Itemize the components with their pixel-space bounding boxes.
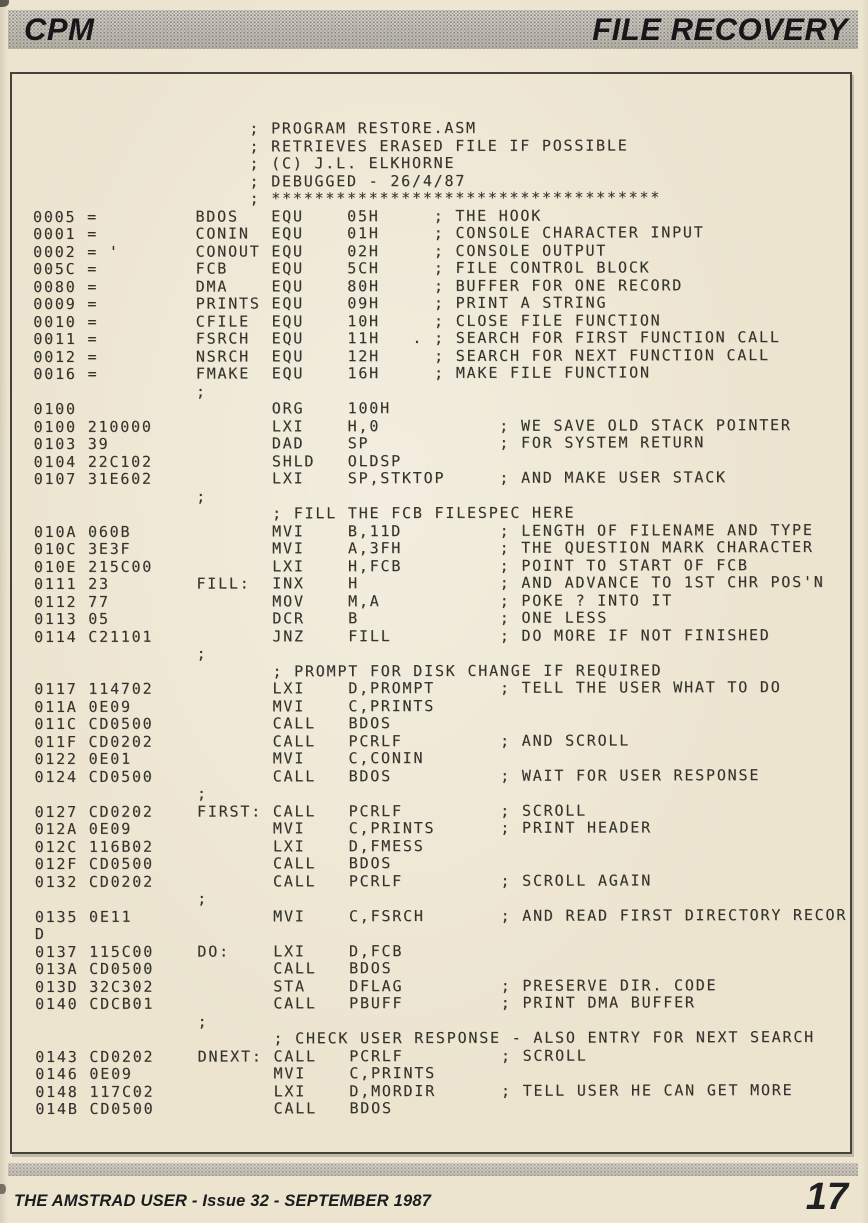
page-title-file-recovery: FILE RECOVERY (592, 11, 848, 48)
page-number: 17 (805, 1176, 848, 1218)
assembly-listing: ; PROGRAM RESTORE.ASM ; RETRIEVES ERASED FILE IF POSSIBLE ; (C) J.L. ELKHORNE ; DEBUGGED - 26/4/87 ; ************************************ 0005 = BDOS EQU 05H ; THE HOOK 0001 = CONIN EQU 01H ; CONSOLE CHARACTER INPUT 0002 = ' CONOUT EQU 02H ; CONSOLE OUTPUT 005C = FCB EQU 5CH ; FILE CONTROL BLOCK 0080 = DMA EQU 80H ; BUFFER FOR ONE RECORD 0009 = PRINTS EQU 09H ; PRINT A STRING 0010 = CFILE EQU 10H ; CLOSE FILE FUNCTION 0011 = FSRCH EQU 11H . ; SEARCH FOR FIRST FUNCTION CALL 0012 = NSRCH EQU 12H ; SEARCH FOR NEXT FUNCTION CALL 0016 = FMAKE EQU 16H ; MAKE FILE FUNCTION ; 0100 ORG 100H 0100 210000 LXI H,0 ; WE SAVE OLD STACK POINTER 0103 39 DAD SP ; FOR SYSTEM RETURN 0104 22C102 SHLD OLDSP 0107 31E602 LXI SP,STKTOP ; AND MAKE USER STACK ; ; FILL THE FCB FILESPEC HERE 010A 060B MVI B,11D ; LENGTH OF FILENAME AND TYPE 010C 3E3F MVI A,3FH ; THE QUESTION MARK CHARACTER 010E 215C00 LXI H,FCB ; POINT TO START OF FCB 0111 23 FILL: INX H ; AND ADVANCE TO 1ST CHR POS'N 0112 77 MOV M,A ; POKE ? INTO IT 0113 05 DCR B ; ONE LESS 0114 C21101 JNZ FILL ; DO MORE IF NOT FINISHED ; ; PROMPT FOR DISK CHANGE IF REQUIRED 0117 114702 LXI D,PROMPT ; TELL THE USER WHAT TO DO 011A 0E09 MVI C,PRINTS 011C CD0500 CALL BDOS 011F CD0202 CALL PCRLF ; AND SCROLL 0122 0E01 MVI C,CONIN 0124 CD0500 CALL BDOS ; WAIT FOR USER RESPONSE ; 0127 CD0202 FIRST: CALL PCRLF ; SCROLL 012A 0E09 MVI C,PRINTS ; PRINT HEADER 012C 116B02 LXI D,FMESS 012F CD0500 CALL BDOS 0132 CD0202 CALL PCRLF ; SCROLL AGAIN ; 0135 0E11 MVI C,FSRCH ; AND READ FIRST DIRECTORY RECOR D 0137 115C00 DO: LXI D,FCB 013A CD0500 CALL BDOS 013D 32C302 STA DFLAG ; PRESERVE DIR. CODE 0140 CDCB01 CALL PBUFF ; PRINT DMA BUFFER ; ; CHECK USER RESPONSE - ALSO ENTRY FOR NEXT SEARCH 0143 CD0202 DNEXT: CALL PCRLF ; SCROLL 0146 0E09 MVI C,PRINTS 0148 117C02 LXI D,MORDIR ; TELL USER HE CAN GET MORE 014B CD0500 CALL BDOS (32, 118, 848, 1119)
header-bar (8, 10, 858, 49)
footer-divider-bar (8, 1163, 858, 1176)
footer-magazine-line: THE AMSTRAD USER - Issue 32 - SEPTEMBER 1987 (14, 1192, 432, 1210)
scan-artifact-top-left (0, 0, 9, 7)
page-title-cpm: CPM (24, 11, 95, 48)
listing-box (10, 72, 852, 1154)
scan-artifact-bottom-left (0, 1184, 6, 1194)
